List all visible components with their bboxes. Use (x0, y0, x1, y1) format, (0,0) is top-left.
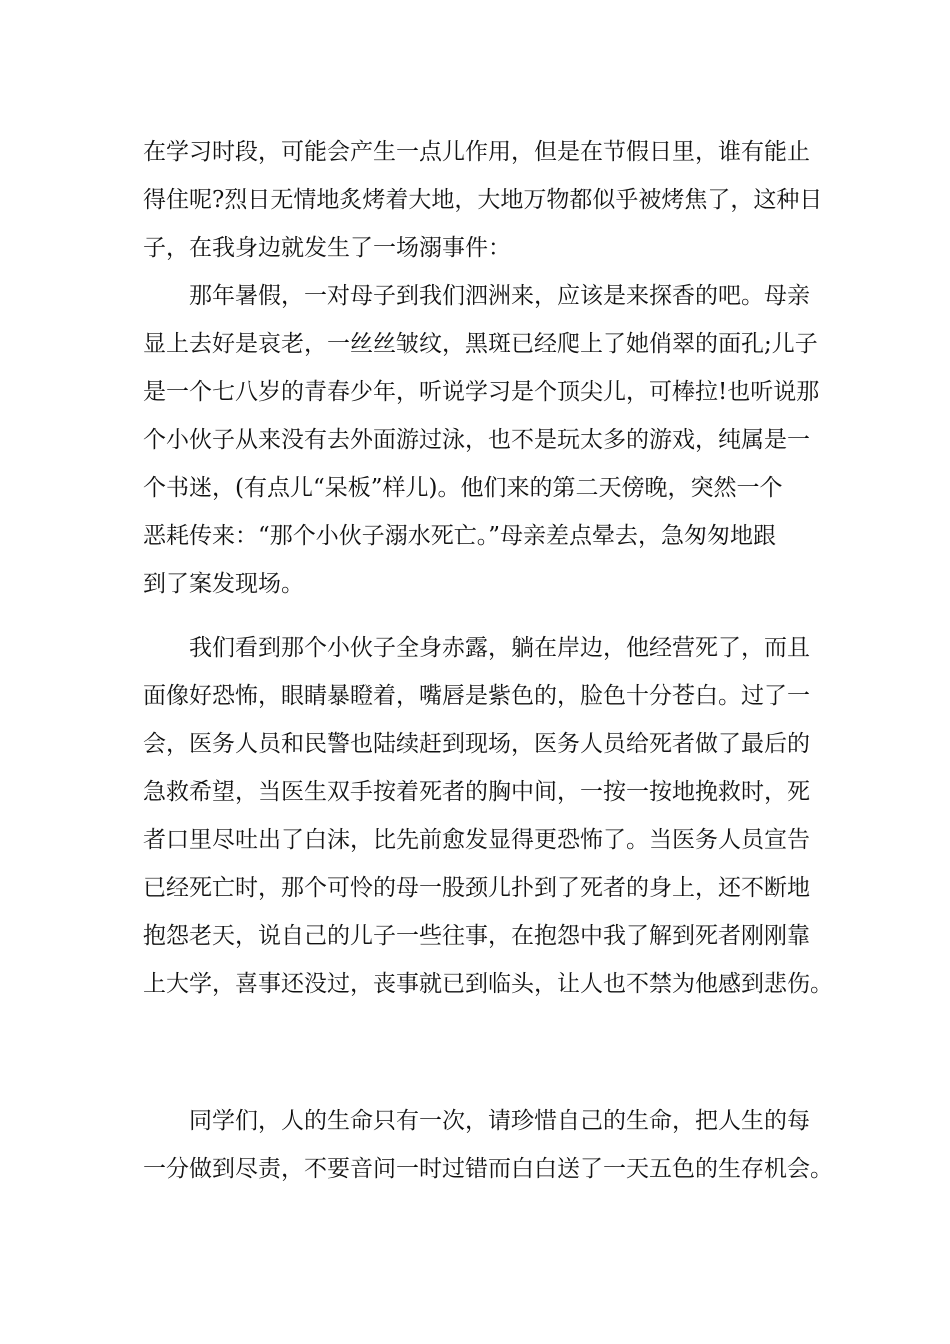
paragraph-line: 者口里尽吐出了白沫，比先前愈发显得更恐怖了。当医务人员宣告 (143, 827, 810, 853)
paragraph-line: 个小伙子从来没有去外面游过泳，也不是玩太多的游戏，纯属是一 (143, 427, 810, 453)
paragraph-line: 上大学，喜事还没过，丧事就已到临头，让人也不禁为他感到悲伤。 (143, 971, 833, 997)
paragraph-line: 个书迷，(有点儿“呆板”样儿)。他们来的第二天傍晚，突然一个 (143, 475, 783, 501)
paragraph-line: 会，医务人员和民警也陆续赶到现场，医务人员给死者做了最后的 (143, 731, 810, 757)
paragraph-4 (143, 1097, 833, 1193)
paragraph-2 (143, 272, 823, 608)
paragraph-line: 已经死亡时，那个可怜的母一股颈儿扑到了死者的身上，还不断地 (143, 875, 810, 901)
paragraph-first-line: 同学们，人的生命只有一次，请珍惜自己的生命，把人生的每 (189, 1108, 810, 1134)
paragraph-line: 是一个七八岁的青春少年，听说学习是个顶尖儿，可棒拉!也听说那 (143, 379, 820, 405)
paragraph-3 (143, 624, 833, 1008)
paragraph-line: 一分做到尽责，不要音问一时过错而白白送了一天五色的生存机会。 (143, 1156, 833, 1182)
paragraph-first-line: 那年暑假，一对母子到我们泗洲来，应该是来探香的吧。母亲 (189, 283, 810, 309)
paragraph-1 (143, 128, 823, 272)
paragraph-line: 恶耗传来：“那个小伙子溺水死亡。”母亲差点晕去，急匆匆地跟 (143, 523, 777, 549)
paragraph-line: 急救希望，当医生双手按着死者的胸中间，一按一按地挽救时，死 (143, 779, 810, 805)
paragraph-line: 在学习时段，可能会产生一点儿作用，但是在节假日里，谁有能止 (143, 139, 810, 165)
paragraph-line: 显上去好是哀老，一丝丝皱纹，黑斑已经爬上了她俏翠的面孔;儿子 (143, 331, 818, 357)
paragraph-line: 得住呢?烈日无情地炙烤着大地，大地万物都似乎被烤焦了，这种日 (143, 187, 823, 213)
paragraph-first-line: 我们看到那个小伙子全身赤露，躺在岸边，他经营死了，而且 (189, 635, 810, 661)
paragraph-line: 到了案发现场。 (143, 571, 304, 597)
paragraph-line: 面像好恐怖，眼睛暴瞪着，嘴唇是紫色的，脸色十分苍白。过了一 (143, 683, 810, 709)
paragraph-line: 子，在我身边就发生了一场溺事件： (143, 235, 511, 261)
paragraph-line: 抱怨老天，说自己的儿子一些往事，在抱怨中我了解到死者刚刚靠 (143, 923, 810, 949)
